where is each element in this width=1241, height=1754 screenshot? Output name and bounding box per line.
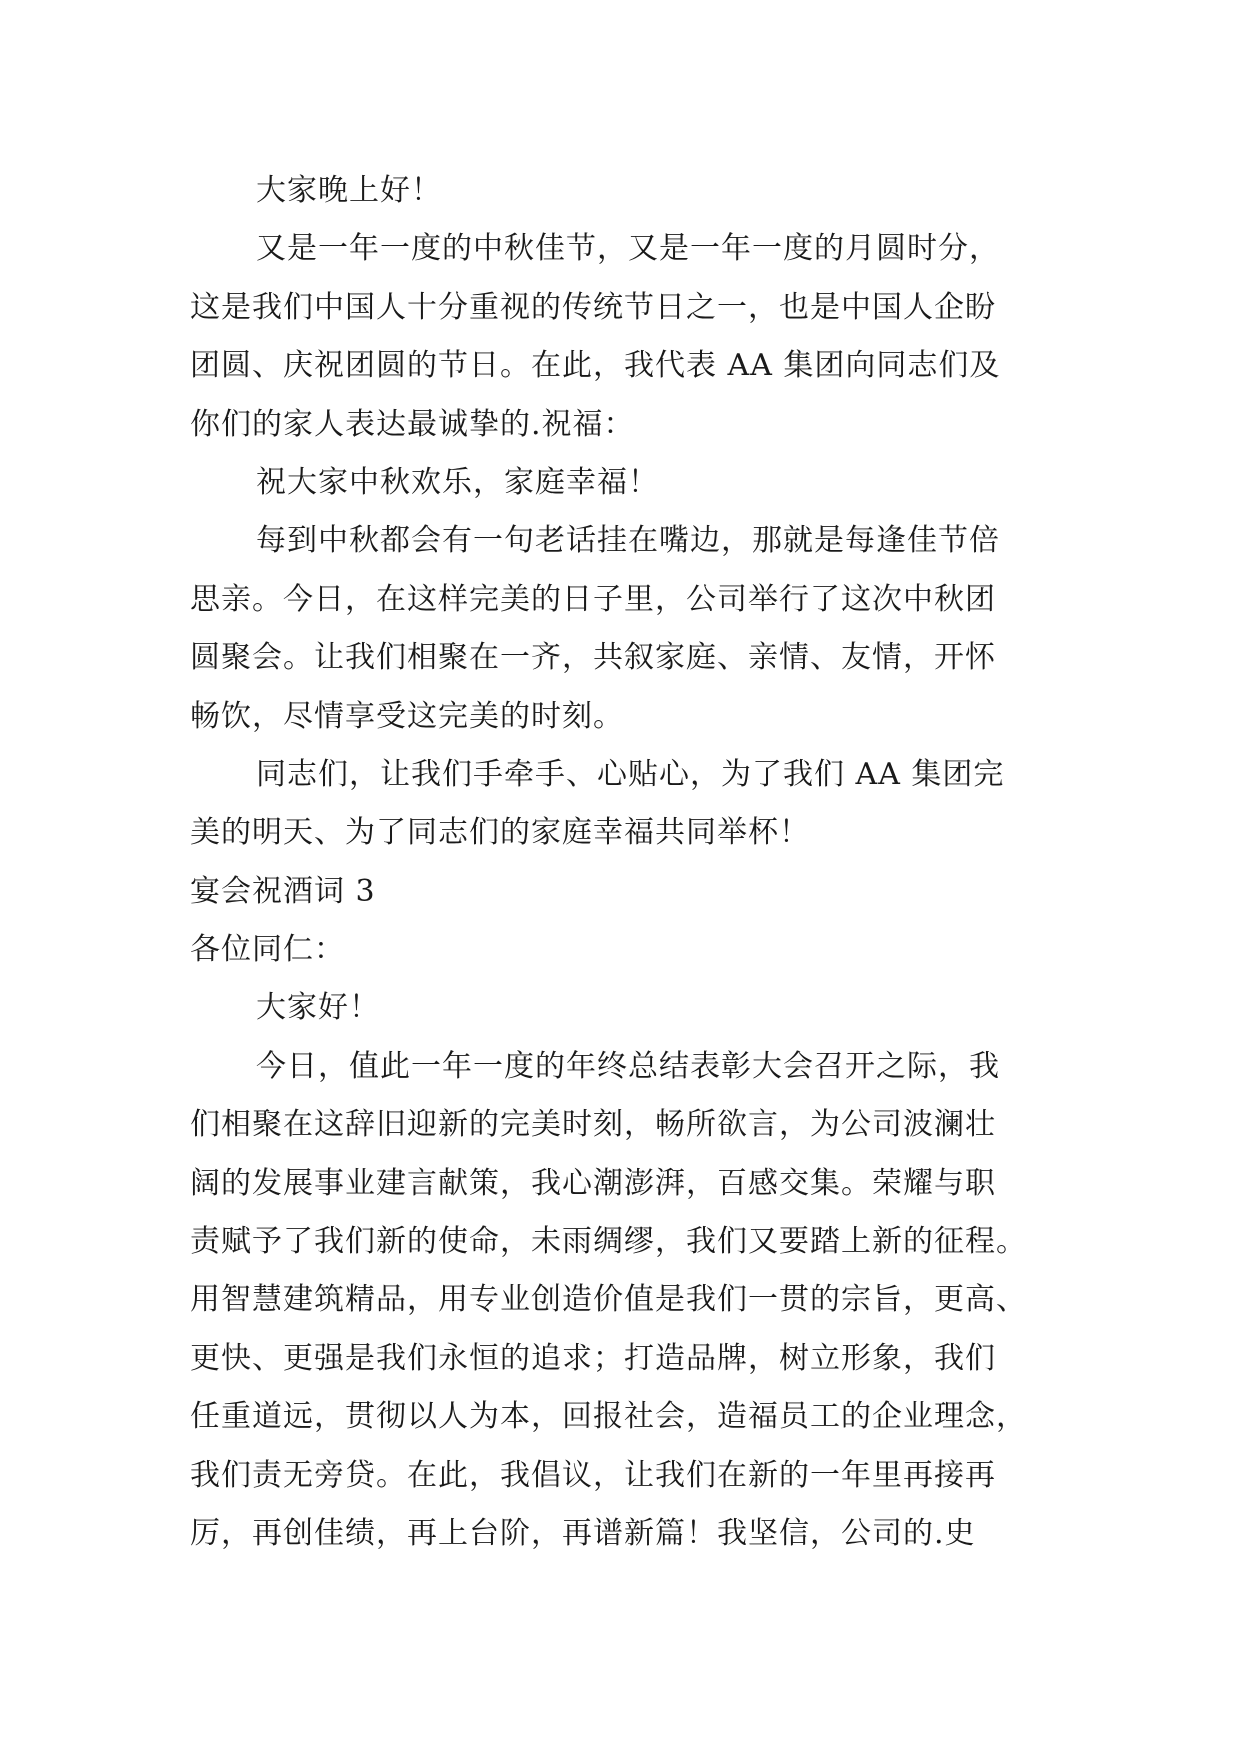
text-line: 用智慧建筑精品，用专业创造价值是我们一贯的宗旨，更高、 (190, 1282, 1027, 1318)
text-line: 美的明天、为了同志们的家庭幸福共同举杯！ (190, 815, 810, 851)
text-line: 团圆、庆祝团圆的节日。在此，我代表 AA 集团向同志们及 (190, 348, 1001, 384)
text-line: 任重道远，贯彻以人为本，回报社会，造福员工的企业理念， (190, 1399, 1027, 1435)
section-heading: 宴会祝酒词 3 (190, 873, 376, 909)
text-line: 你们的家人表达最诚挚的.祝福： (190, 406, 635, 442)
salutation: 各位同仁： (190, 932, 345, 968)
text-line: 又是一年一度的中秋佳节，又是一年一度的月圆时分， (256, 231, 1000, 267)
text-line: 大家晚上好！ (256, 173, 442, 208)
text-line: 大家好！ (256, 990, 380, 1026)
text-line: 阔的发展事业建言献策，我心潮澎湃，百感交集。荣耀与职 (190, 1165, 996, 1201)
text-line: 畅饮，尽情享受这完美的时刻。 (190, 698, 624, 734)
text-line: 思亲。今日，在这样完美的日子里，公司举行了这次中秋团 (190, 581, 996, 617)
text-line: 今日，值此一年一度的年终总结表彰大会召开之际，我 (256, 1048, 1000, 1084)
text-line: 这是我们中国人十分重视的传统节日之一，也是中国人企盼 (190, 289, 996, 325)
document-body (190, 162, 1070, 1563)
text-line: 每到中秋都会有一句老话挂在嘴边，那就是每逢佳节倍 (256, 523, 1000, 559)
text-line: 圆聚会。让我们相聚在一齐，共叙家庭、亲情、友情，开怀 (190, 640, 996, 676)
text-line: 同志们，让我们手牵手、心贴心，为了我们 AA 集团完 (256, 756, 1005, 792)
text-line: 们相聚在这辞旧迎新的完美时刻，畅所欲言，为公司波澜壮 (190, 1107, 996, 1143)
text-line: 更快、更强是我们永恒的追求；打造品牌，树立形象，我们 (190, 1340, 996, 1376)
text-line: 厉，再创佳绩，再上台阶，再谱新篇！我坚信，公司的.史 (190, 1515, 976, 1551)
text-line: 祝大家中秋欢乐，家庭幸福！ (256, 464, 659, 500)
text-line: 责赋予了我们新的使命，未雨绸缪，我们又要踏上新的征程。 (190, 1224, 1027, 1260)
text-line: 我们责无旁贷。在此，我倡议，让我们在新的一年里再接再 (190, 1457, 996, 1493)
